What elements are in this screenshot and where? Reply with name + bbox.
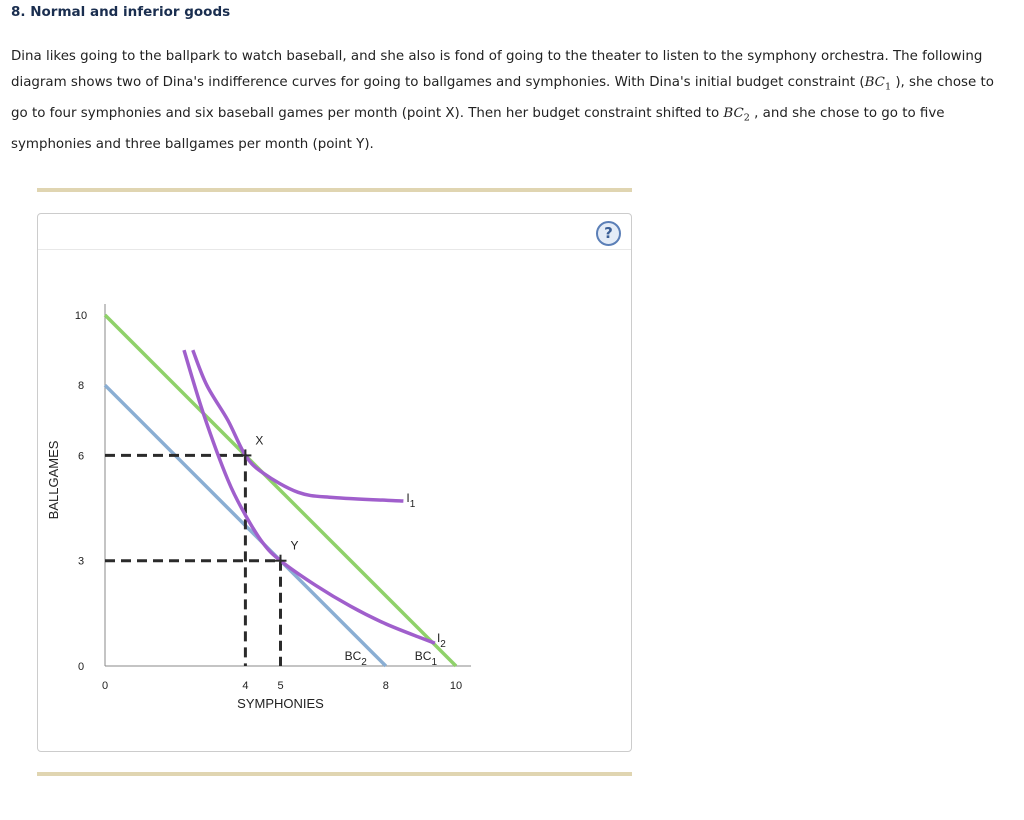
x-tick-label-4: 4: [242, 680, 249, 692]
point-label-x: X: [255, 433, 264, 448]
x-tick-label-0: 0: [101, 680, 109, 692]
question-text: [11, 44, 1011, 159]
y-tick-label-0: 0: [77, 661, 85, 673]
indifference-curve-chart: [38, 214, 631, 751]
point-label-y: Y: [290, 538, 299, 553]
y-tick-label-6: 6: [77, 450, 85, 463]
divider-bottom: [37, 772, 632, 776]
bc2-symbol: $BC_2$: [723, 106, 750, 124]
label-i2: $I_2$: [436, 631, 446, 651]
label-bc2: $BC_2$: [344, 649, 367, 668]
label-i1: $I_1$: [406, 491, 416, 511]
question-title: 8. Normal and inferior goods: [11, 4, 231, 20]
graph-panel: [37, 213, 632, 752]
indifference-curve-i1: [193, 350, 404, 501]
bc1-symbol: $BC_1$: [864, 75, 892, 93]
x-tick-label-5: 5: [277, 680, 284, 692]
y-tick-label-10: 10: [74, 310, 88, 322]
y-tick-label-3: 3: [77, 555, 85, 568]
y-tick-label-8: 8: [77, 380, 85, 393]
x-axis-title: SYMPHONIES: [237, 696, 324, 711]
x-tick-label-8: 8: [382, 680, 389, 692]
x-tick-label-10: 10: [449, 680, 463, 692]
question-text-part-3: , and she chose to go to five symphonies and three ballgames per month (point Y).: [11, 106, 945, 153]
question-text-part-2: ), she chose to go to four symphonies and six baseball games per month (point X). Then her budget constraint shifted to: [11, 75, 994, 122]
y-axis-title: BALLGAMES: [46, 440, 61, 520]
question-text-part-1: Dina likes going to the ballpark to watch baseball, and she also is fond of going to the theater to listen to the symphony orchestra. The following diagram shows two of Dina's indifference curves for going to ballgames and symphonies. With Dina's initial budget constraint (: [11, 49, 983, 91]
help-icon[interactable]: ?: [596, 221, 621, 246]
divider-top: [37, 188, 632, 192]
label-bc1: $BC_1$: [414, 649, 437, 668]
